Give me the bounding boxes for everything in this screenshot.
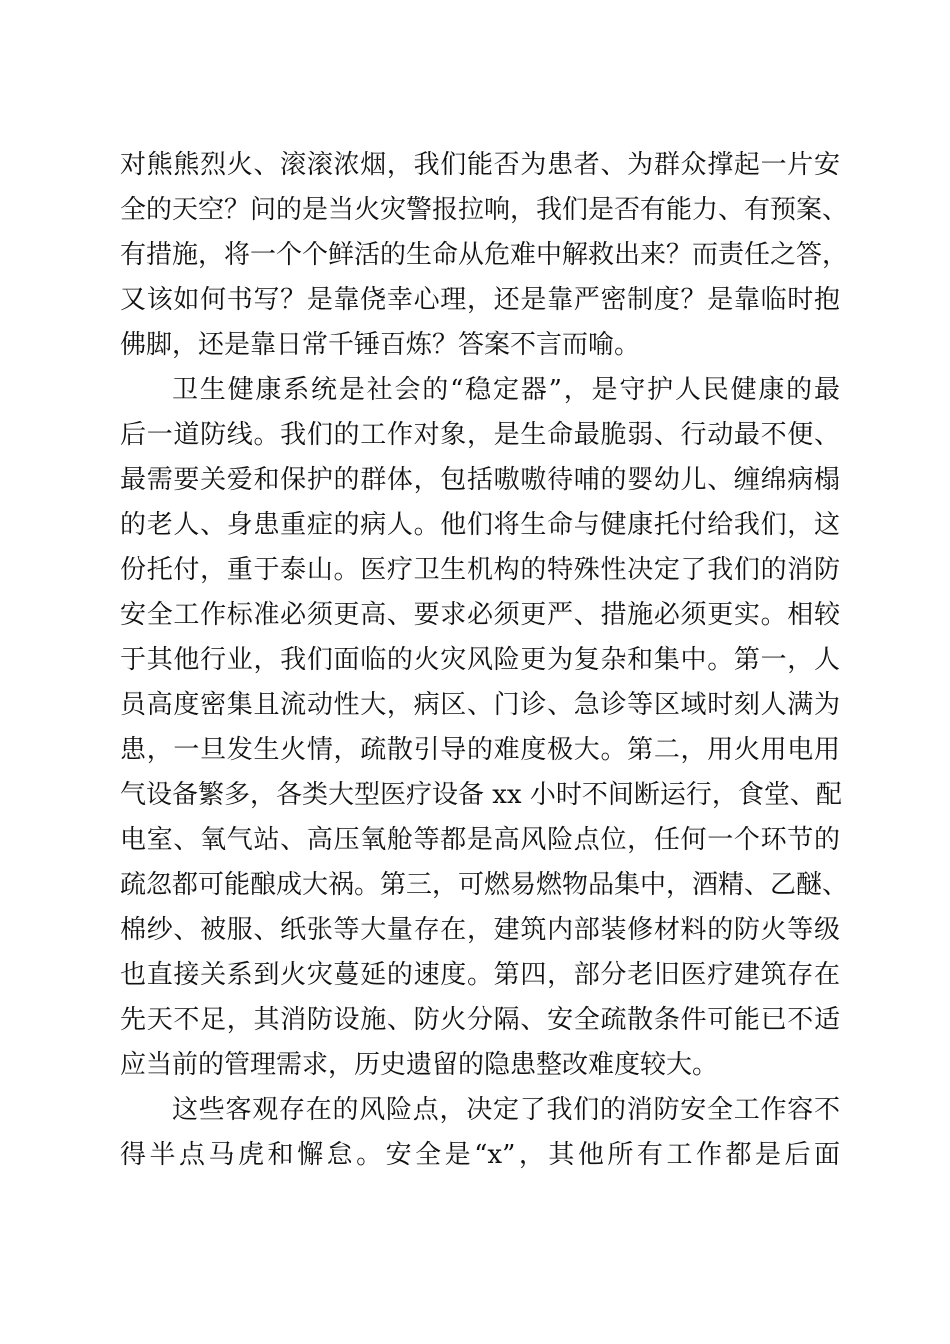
text-line: 份托付，重于泰山。医疗卫生机构的特殊性决定了我们的消防: [120, 555, 840, 585]
text-line: 员高度密集且流动性大，病区、门诊、急诊等区域时刻人满为: [120, 690, 840, 720]
text-line: 后一道防线。我们的工作对象，是生命最脆弱、行动最不便、: [120, 420, 840, 450]
text-line: 安全工作标准必须更高、要求必须更严、措施必须更实。相较: [120, 600, 840, 630]
text-line: 全的天空？问的是当火灾警报拉响，我们是否有能力、有预案、: [120, 195, 849, 225]
text-line: 最需要关爱和保护的群体，包括嗷嗷待哺的婴幼儿、缠绵病榻: [120, 465, 840, 495]
text-line: 这些客观存在的风险点，决定了我们的消防安全工作容不: [172, 1095, 840, 1125]
text-line: 疏忽都可能酿成大祸。第三，可燃易燃物品集中，酒精、乙醚、: [120, 870, 849, 900]
text-line: 于其他行业，我们面临的火灾风险更为复杂和集中。第一，人: [120, 645, 840, 675]
text-line: 卫生健康系统是社会的“稳定器”，是守护人民健康的最: [172, 375, 840, 405]
text-line: 先天不足，其消防设施、防火分隔、安全疏散条件可能已不适: [120, 1005, 840, 1035]
text-line: 应当前的管理需求，历史遗留的隐患整改难度较大。: [120, 1050, 719, 1080]
text-line: 患，一旦发生火情，疏散引导的难度极大。第二，用火用电用: [120, 735, 840, 765]
text-line: 的老人、身患重症的病人。他们将生命与健康托付给我们，这: [120, 510, 840, 540]
paragraph-2: [120, 368, 849, 1088]
paragraph-1: [120, 143, 849, 368]
text-line: 也直接关系到火灾蔓延的速度。第四，部分老旧医疗建筑存在: [120, 960, 840, 990]
text-line: 又该如何书写？是靠侥幸心理，还是靠严密制度？是靠临时抱: [120, 285, 840, 315]
text-line: 电室、氧气站、高压氧舱等都是高风险点位，任何一个环节的: [120, 825, 840, 855]
text-line: 对熊熊烈火、滚滚浓烟，我们能否为患者、为群众撑起一片安: [120, 150, 840, 180]
text-line: 气设备繁多，各类大型医疗设备 xx 小时不间断运行，食堂、配: [120, 780, 842, 810]
body-text: [120, 143, 849, 1178]
paragraph-3: [120, 1088, 840, 1178]
text-line: 佛脚，还是靠日常千锤百炼？答案不言而喻。: [120, 330, 641, 360]
text-line: 棉纱、被服、纸张等大量存在，建筑内部装修材料的防火等级: [120, 915, 840, 945]
text-line: 有措施，将一个个鲜活的生命从危难中解救出来？而责任之答，: [120, 240, 849, 270]
text-line: 得半点马虎和懈怠。安全是“x”，其他所有工作都是后面: [120, 1140, 840, 1170]
